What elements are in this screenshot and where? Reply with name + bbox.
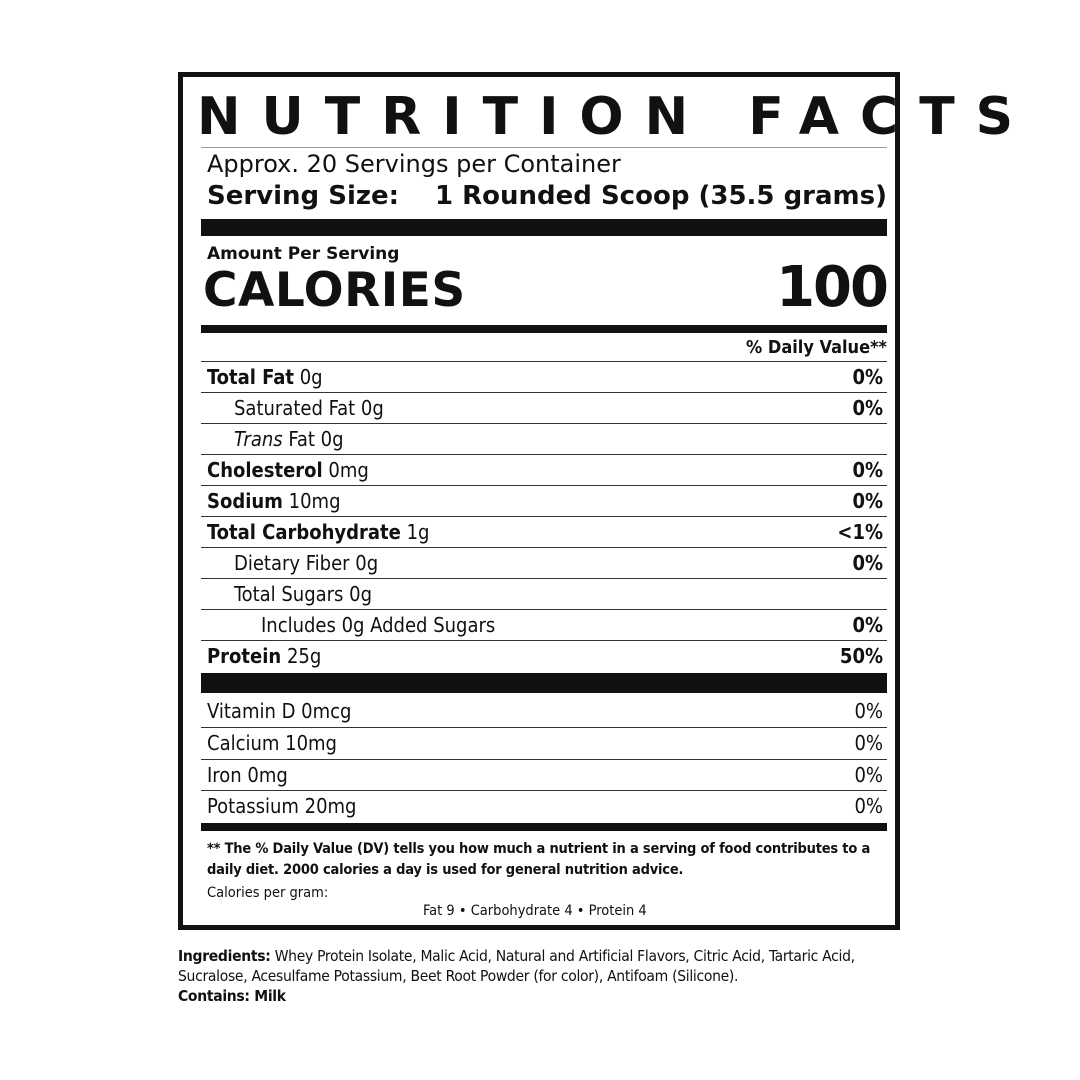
nutrient-row-total-fat <box>201 361 887 393</box>
amount-per-serving: Amount Per Serving <box>207 244 400 264</box>
nutrient-row-sodium <box>201 485 887 517</box>
serving-size-label: Serving Size: <box>207 181 400 211</box>
label-title: NUTRITION FACTS <box>197 87 1035 147</box>
nutrient-name: Fat <box>288 427 315 451</box>
nutrient-name: Protein <box>207 644 282 668</box>
vitamin-name: Vitamin D <box>207 699 296 723</box>
contains-statement: Contains: Milk <box>178 987 286 1005</box>
nutrient-dv: 0% <box>852 458 883 482</box>
calories-per-gram-values: Fat 9 • Carbohydrate 4 • Protein 4 <box>423 903 647 919</box>
nutrient-dv: 0% <box>852 396 883 420</box>
nutrient-row-added-sugars <box>201 609 887 641</box>
nutrient-dv: 50% <box>839 644 883 668</box>
servings-per-container: Approx. 20 Servings per Container <box>207 150 621 178</box>
calories-label: CALORIES <box>203 263 466 318</box>
nutrient-name-italic: Trans <box>234 427 283 451</box>
ingredients-label: Ingredients: <box>178 947 271 965</box>
vitamin-dv: 0% <box>854 731 883 755</box>
medium-bar <box>201 823 887 831</box>
nutrient-row-total-carbohydrate <box>201 516 887 548</box>
nutrient-row-total-sugars <box>201 578 887 610</box>
nutrition-facts-label <box>178 72 1035 930</box>
nutrient-row-dietary-fiber <box>201 547 887 579</box>
vitamin-row-potassium <box>201 790 887 822</box>
vitamin-name: Iron <box>207 763 242 787</box>
nutrient-name: Total Carbohydrate <box>207 520 401 544</box>
daily-value-footnote: ** The % Daily Value (DV) tells you how much a nutrient in a serving of food contributes to a daily diet. 2000 calories a day is used for general nutrition advice. <box>207 841 871 878</box>
vitamin-row-vitamin-d <box>201 696 887 727</box>
nutrient-amount: 0g <box>355 551 379 575</box>
nutrient-name: Includes 0g Added Sugars <box>261 613 496 637</box>
nutrient-name: Dietary Fiber <box>234 551 350 575</box>
nutrient-amount: 0g <box>299 365 323 389</box>
nutrient-row-trans-fat <box>201 423 887 455</box>
vitamin-row-calcium <box>201 727 887 759</box>
nutrient-name: Sodium <box>207 489 283 513</box>
nutrient-amount: 0g <box>320 427 344 451</box>
vitamin-amount: 0mcg <box>301 699 352 723</box>
nutrient-row-saturated-fat <box>201 392 887 424</box>
vitamin-dv: 0% <box>854 699 883 723</box>
nutrient-row-cholesterol <box>201 454 887 486</box>
serving-size <box>207 179 887 213</box>
nutrient-dv: 0% <box>852 489 883 513</box>
nutrient-name: Total Fat <box>207 365 295 389</box>
calories-per-gram-label: Calories per gram: <box>207 885 329 901</box>
ingredients-text: Whey Protein Isolate, Malic Acid, Natural and Artificial Flavors, Citric Acid, Tartaric Acid, Sucralose, Acesulfame Potassium, Beet Root Powder (for color), Antifoam (Silicone). <box>178 947 855 985</box>
medium-bar <box>201 325 887 333</box>
vitamin-name: Calcium <box>207 731 280 755</box>
thick-bar <box>201 219 887 236</box>
nutrient-amount: 25g <box>286 644 322 668</box>
nutrient-dv: 0% <box>852 551 883 575</box>
nutrient-amount: 10mg <box>288 489 341 513</box>
nutrient-amount: 1g <box>406 520 430 544</box>
nutrient-name: Saturated Fat <box>234 396 356 420</box>
vitamin-dv: 0% <box>854 794 883 818</box>
nutrient-amount: 0g <box>360 396 384 420</box>
vitamin-amount: 20mg <box>304 794 357 818</box>
nutrient-row-protein <box>201 640 887 672</box>
nutrient-name: Total Sugars <box>234 582 344 606</box>
nutrient-name: Cholesterol <box>207 458 323 482</box>
vitamin-dv: 0% <box>854 763 883 787</box>
calories-value: 100 <box>776 255 887 320</box>
daily-value-header: % Daily Value** <box>746 337 887 358</box>
thick-bar <box>201 673 887 693</box>
nutrient-amount: 0mg <box>328 458 369 482</box>
ingredients-block <box>178 946 908 1006</box>
vitamin-row-iron <box>201 759 887 791</box>
nutrient-dv: 0% <box>852 613 883 637</box>
vitamin-amount: 0mg <box>247 763 288 787</box>
serving-size-value: 1 Rounded Scoop (35.5 grams) <box>435 181 887 211</box>
vitamin-name: Potassium <box>207 794 299 818</box>
nutrient-dv: 0% <box>852 365 883 389</box>
nutrient-dv: <1% <box>837 520 883 544</box>
nutrient-amount: 0g <box>349 582 373 606</box>
vitamin-amount: 10mg <box>285 731 337 755</box>
